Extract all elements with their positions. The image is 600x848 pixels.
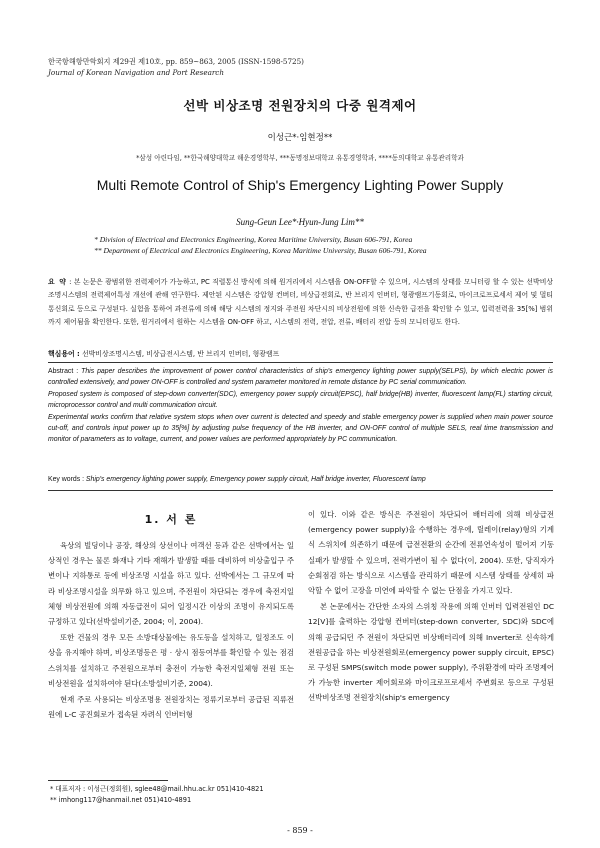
keywords-english	[48, 476, 553, 483]
paragraph: 또한 건물의 경우 모든 소방대상물에는 유도등을 설치하고, 일정조도 이상을 유지해야 하며, 비상조명등은 평 · 상시 점등여부를 확인할 수 있는 점검스위치를 설치하고 주전원으로부터 충전이 가능한 축전지일체형 전원 또는 비상전원을 설치하여야 된다(소방설비기준, 2004).	[48, 633, 294, 688]
keywords-english-text: Ship's emergency lighting power supply, Emergency power supply circuit, Half bridge inverter, Fluorescent lamp	[85, 476, 426, 483]
footnotes	[50, 784, 264, 806]
title-korean: 선박 비상조명 전원장치의 다중 원격제어	[183, 98, 417, 113]
journal-name-en: Journal of Korean Navigation and Port Research	[48, 68, 224, 77]
body-column-left	[48, 538, 294, 723]
paragraph: 본 논문에서는 간단한 소자의 스위칭 작용에 의해 인버터 입력전원인 DC 12[V]를 출력하는 강압형 컨버터(step-down converter, SDC)와 SDC에 의해 공급되던 주 전원이 차단되면 비상배터리에 의해 Inverter로 신속하게 전원공급을 하는 비상전원회로(emergency power supply circuit, EPSC)로 구성된 SMPS(switch mode power supply), 주위환경에 따라 조명제어가 가능한 inverter 제어회로와 마이크로프로세서 주변회로 등으로 구성된 선박비상조명 전원장치(ship's emergency	[308, 602, 554, 703]
affiliation-2: ** Department of Electrical and Electronics Engineering, Korea Maritime University, Busan 606-791, Korea	[94, 246, 427, 255]
affiliation-1: * Division of Electrical and Electronics Engineering, Korea Maritime University, Busan 606-791, Korea	[94, 235, 413, 244]
authors-korean: 이성근*·임현정**	[267, 133, 333, 143]
abstract-korean: 요 약 : 본 논문은 광범위한 전력제어가 가능하고, PC 직렬통신 방식에 의해 원거리에서 시스템을 ON-OFF할 수 있으며, 시스템의 상태를 모니터링 할 수 있는 선박비상조명시스템의 전력제어특성 개선에 관해 연구한다. 제안된 시스템은 강압형 컨버터, 비상급전회로, 반 브리지 인버터, 형광램프기동회로, 마이크로프로세서 제어 및 멀티통신회로 등으로 구성된다. 실험을 통하여 과전류에 의해 해당 시스템의 정지와 주전원 차단시의 비상전원에 의한 신속한 급전을 확인할 수 있고, 입력전력을 35[%] 범위까지 제어됨을 확인한다. 또한, 원거리에서 원하는 시스템을 ON-OFF 하고, 시스템의 전력, 전압, 전류, 배터리 전압 등의 모니터링도 한다.	[48, 278, 554, 327]
body-column-right	[308, 507, 554, 707]
divider-abstract-bottom	[48, 490, 553, 491]
abstract-english	[48, 366, 553, 446]
paragraph: 육상의 빌딩이나 공장, 해상의 상선이나 여객선 등과 같은 선박에서는 일상적인 경우는 물론 화재나 기타 재해가 발생할 때를 대비하여 비상출입구 주변이나 지하통로 등에 비상조명 시설을 하고 있다. 선박에서는 그 규모에 따라 비상조명시설을 의무화 하고 있으며, 주전원이 차단되는 경우에 축전지일체형 비상전원에 의해 자동급전이 되어 일정시간 이상의 조명이 유지되도록 규정하고 있다(선박설비기준, 2004; 이, 2004).	[48, 541, 294, 627]
abstract-english-p3: Experimental works confirm that relative system stops when over current is detected and speedy and stable emergency power is supplied when main power source cut-off, and controls input power up to 35[%] by adjusting pulse frequency of the HB inverter, and ON-OFF control of multiple SELS, real time transmission and monitor of parameters as to voltage, current, and power values are performed appropriately by PC communication.	[48, 413, 553, 444]
abstract-korean-label: 요 약	[48, 278, 67, 286]
abstract-english-p1: This paper describes the improvement of power control characteristics of ship's emergency lighting power supply(SELPS), by which electric power is controlled extensively, and power ON-OFF is controlled and system parameter monitored in remote distance by PC serial communication.	[48, 368, 554, 387]
affiliations-english	[94, 234, 534, 256]
affiliations-korean: *삼성 아린다임, **한국해양대학교 해운경영학부, ***동명정보대학교 유통경영학과, ****동의대학교 유통관리학과	[136, 154, 464, 162]
page-number: - 859 -	[287, 826, 313, 835]
footnote-1: * 대표저자 : 이성근(정회원), sglee48@mail.hhu.ac.kr 051)410-4821	[50, 785, 264, 793]
journal-citation: 한국항해항만학회지 제29권 제10호, pp. 859~863, 2005 (ISSN-1598-5725)	[48, 57, 304, 66]
section-heading-introduction: 1. 서 론	[144, 513, 198, 526]
divider-abstract-top	[48, 362, 553, 363]
journal-header	[48, 56, 304, 78]
footnote-2: ** imhong117@hanmail.net 051)410-4891	[50, 796, 192, 804]
keywords-korean-text: 선박비상조명시스템, 비상급전시스템, 반 브리지 인버터, 형광램프	[81, 350, 280, 358]
abstract-english-p2: Proposed system is composed of step-down converter(SDC), emergency power supply circuit(EPSC), half bridge(HB) inverter, fluorescent lamp(FL) starting circuit, microprocessor control and multi communication circuit.	[48, 390, 553, 410]
authors-english: Sung-Geun Lee*·Hyun-Jung Lim**	[236, 217, 364, 227]
paragraph: 현재 주로 사용되는 비상조명용 전원장치는 정류기로부터 공급된 직류전원에 L-C 공진회로가 접속된 자려식 인버터형	[48, 695, 294, 720]
paragraph: 이 있다. 이와 같은 방식은 주전원이 차단되어 배터리에 의해 비상급전(emergency power supply)을 수행하는 경우에, 릴레이(relay)형의 기계식 스위치에 의존하기 때문에 급전전환의 순간에 전류연속성이 떨어져 기동실패가 발생할 수 있으며, 전력가변이 될 수 없다(이, 2004). 또한, 당직자가 순회점검 하는 방식으로 시스템을 관리하기 때문에 시스템 상태를 상세히 파악할 수 없어 고장을 미연에 파악할 수 없는 단점을 가지고 있다.	[308, 510, 554, 596]
footnote-divider	[48, 780, 168, 781]
title-english: Multi Remote Control of Ship's Emergency Lighting Power Supply	[96, 177, 504, 193]
keywords-korean	[48, 348, 553, 358]
keywords-korean-label: 핵심용어 :	[48, 350, 80, 358]
keywords-english-label: Key words :	[48, 476, 84, 483]
abstract-korean-text: 본 논문은 광범위한 전력제어가 가능하고, PC 직렬통신 방식에 의해 원거리에서 시스템을 ON-OFF할 수 있으며, 시스템의 상태를 모니터링 할 수 있는 선박비상조명시스템의 전력제어특성 개선에 관해 연구한다. 제안된 시스템은 강압형 컨버터, 비상급전회로, 반 브리지 인버터, 형광램프기동회로, 마이크로프로세서 제어 및 멀티통신회로 등으로 구성된다. 실험을 통하여 과전류에 의해 해당 시스템의 정지와 주전원 차단시의 비상전원에 의한 신속한 급전을 확인할 수 있고, 입력전력을 35[%] 범위까지 제어됨을 확인한다. 또한, 원거리에서 원하는 시스템을 ON-OFF 하고, 시스템의 전력, 전압, 전류, 배터리 전압 등의 모니터링도 한다.	[48, 278, 554, 327]
abstract-english-label: Abstract :	[48, 368, 79, 375]
